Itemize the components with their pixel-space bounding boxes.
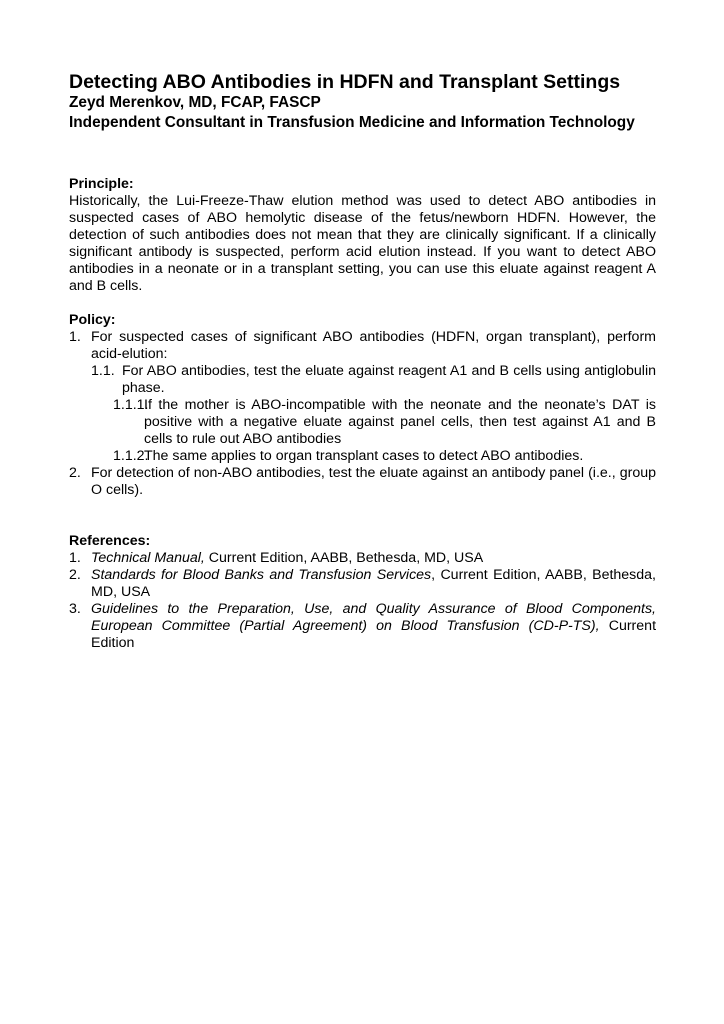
reference-item bbox=[69, 567, 656, 601]
policy-item bbox=[69, 329, 656, 363]
principle-section bbox=[69, 176, 656, 295]
reference-item bbox=[69, 601, 656, 652]
reference-details: Current Edition, AABB, Bethesda, MD, USA bbox=[204, 550, 484, 566]
policy-item bbox=[69, 363, 656, 397]
references-heading: References: bbox=[69, 533, 151, 549]
policy-item-text: If the mother is ABO-incompatible with the neonate and the neonate’s DAT is positive with a negative eluate against panel cells, then test against A1 and B cells to rule out ABO antibodies bbox=[144, 397, 656, 447]
policy-item-text: For ABO antibodies, test the eluate against reagent A1 and B cells using antiglobulin phase. bbox=[122, 363, 656, 396]
policy-item-text: For suspected cases of significant ABO antibodies (HDFN, organ transplant), perform acid-elution: bbox=[91, 329, 656, 362]
policy-item-number: 1.1.2. bbox=[113, 448, 149, 464]
reference-item bbox=[69, 550, 656, 567]
reference-number: 3. bbox=[69, 601, 81, 617]
policy-item-number: 1.1.1. bbox=[113, 397, 149, 413]
reference-details: Current Edition bbox=[91, 618, 657, 651]
reference-number: 2. bbox=[69, 567, 81, 583]
document-page bbox=[69, 71, 656, 652]
principle-heading: Principle: bbox=[69, 176, 134, 192]
policy-item bbox=[69, 448, 656, 465]
policy-item bbox=[69, 465, 656, 499]
document-title: Detecting ABO Antibodies in HDFN and Transplant Settings bbox=[69, 71, 621, 93]
policy-heading: Policy: bbox=[69, 312, 116, 328]
affiliation-line: Independent Consultant in Transfusion Medicine and Information Technology bbox=[69, 114, 635, 131]
policy-item-number: 2. bbox=[69, 465, 81, 481]
reference-number: 1. bbox=[69, 550, 81, 566]
reference-title: Standards for Blood Banks and Transfusion Services bbox=[91, 567, 432, 583]
policy-item-text: The same applies to organ transplant cases to detect ABO antibodies. bbox=[144, 448, 584, 464]
policy-item-number: 1. bbox=[69, 329, 81, 345]
policy-item bbox=[69, 397, 656, 448]
author-line: Zeyd Merenkov, MD, FCAP, FASCP bbox=[69, 94, 321, 111]
references-section bbox=[69, 533, 656, 652]
reference-title: Technical Manual, bbox=[91, 550, 205, 566]
reference-details: , Current Edition, AABB, Bethesda, MD, USA bbox=[91, 567, 656, 600]
principle-text: Historically, the Lui-Freeze-Thaw elution method was used to detect ABO antibodies in suspected cases of ABO hemolytic disease of the fetus/newborn HDFN. However, the detection of such antibodies does not mean that they are clinically significant. If a clinically significant antibody is suspected, perform acid elution instead. If you want to detect ABO antibodies in a neonate or in a transplant setting, you can use this eluate against reagent A and B cells. bbox=[69, 193, 656, 294]
policy-item-text: For detection of non-ABO antibodies, test the eluate against an antibody panel (i.e., group O cells). bbox=[91, 465, 656, 498]
policy-section bbox=[69, 312, 656, 499]
policy-item-number: 1.1. bbox=[91, 363, 115, 379]
reference-title: Guidelines to the Preparation, Use, and Quality Assurance of Blood Components, European Committee (Partial Agreement) on Blood Transfusion (CD-P-TS), bbox=[91, 601, 656, 634]
